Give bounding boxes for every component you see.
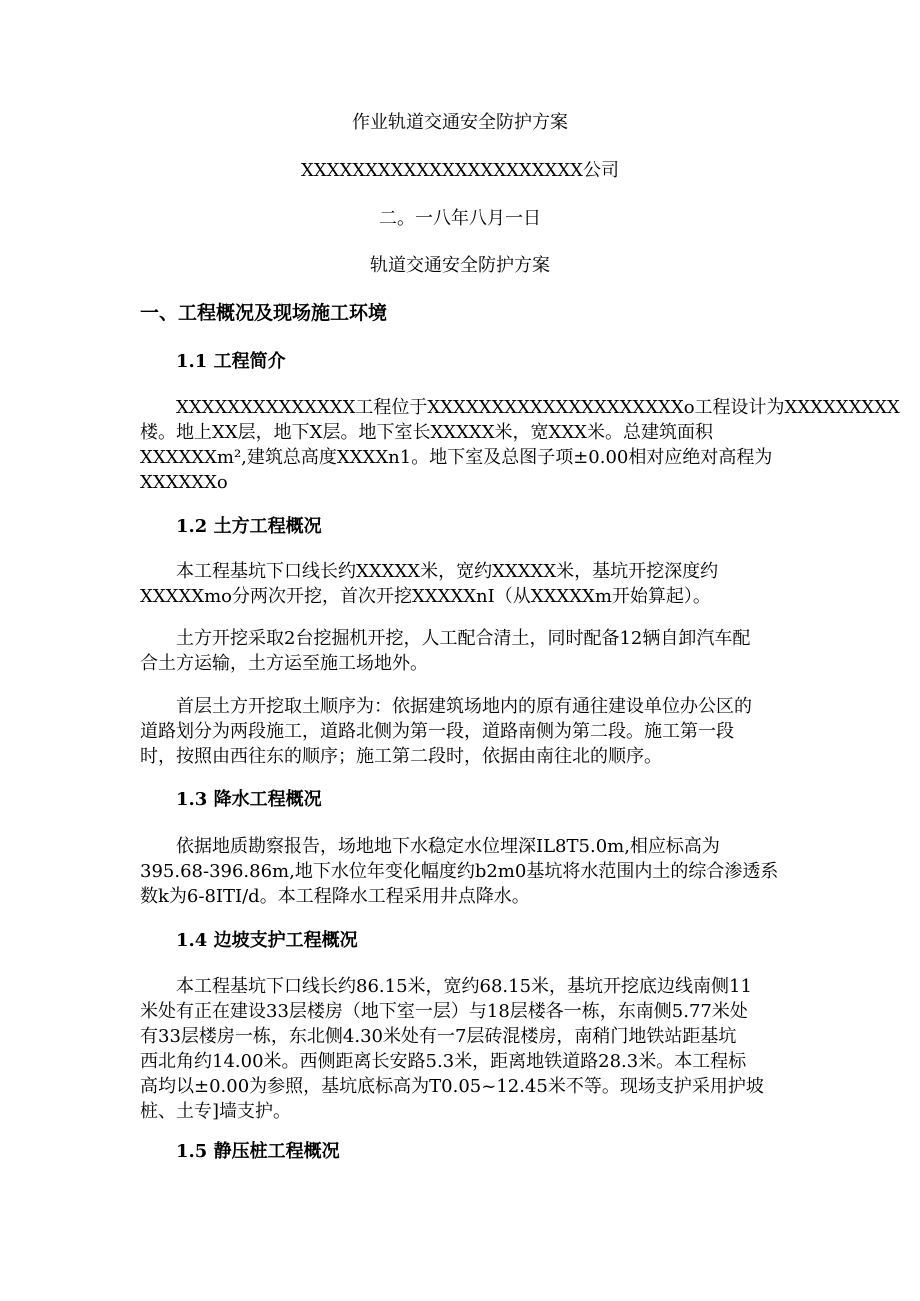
section-heading-1: 一、工程概况及现场施工环境 <box>140 302 388 324</box>
paragraph-line: 西北角约14.00米。西侧距离长安路5.3米，距离地铁道路28.3米。本工程标 <box>140 1051 747 1072</box>
paragraph-line: 有33层楼房一栋，东北侧4.30米处有一7层砖混楼房，南稍门地铁站距基坑 <box>140 1026 737 1047</box>
section-heading-1-5: 1.5 静压桩工程概况 <box>176 1141 340 1162</box>
paragraph-line: 依据地质勘察报告，场地地下水稳定水位埋深IL8T5.0m,相应标高为 <box>176 836 720 857</box>
paragraph-line: XXXXXXm²,建筑总高度XXXXn1。地下室及总图子项±0.00相对应绝对高程为 <box>140 447 773 468</box>
document-date: 二。一八年八月一日 <box>379 208 541 229</box>
paragraph-line: 数k为6-8ITI/d。本工程降水工程采用井点降水。 <box>140 886 530 907</box>
paragraph-line: 桩、土专]墙支护。 <box>140 1101 292 1122</box>
paragraph-1-2-b <box>140 626 792 676</box>
paragraph-1-3 <box>140 834 792 909</box>
paragraph-line: 本工程基坑下口线长约XXXXX米，宽约XXXXX米，基坑开挖深度约 <box>176 561 719 582</box>
paragraph-line: 米处有正在建设33层楼房（地下室一层）与18层楼各一栋，东南侧5.77米处 <box>140 1001 748 1022</box>
paragraph-1-2-a <box>140 559 792 609</box>
document-subtitle: 轨道交通安全防护方案 <box>370 255 550 276</box>
paragraph-1-1 <box>140 395 900 495</box>
paragraph-line: 土方开挖采取2台挖掘机开挖，人工配合清土，同时配备12辆自卸汽车配 <box>176 628 751 649</box>
paragraph-line: 首层土方开挖取土顺序为：依据建筑场地内的原有通往建设单位办公区的 <box>176 696 752 717</box>
paragraph-1-2-c <box>140 694 792 769</box>
section-heading-1-1: 1.1 工程简介 <box>176 351 286 372</box>
paragraph-line: XXXXXXXXXXXXXX工程位于XXXXXXXXXXXXXXXXXXXXo工程设计为XXXXXXXXX <box>176 397 900 418</box>
paragraph-line: 时，按照由西往东的顺序；施工第二段时，依据由南往北的顺序。 <box>140 746 662 767</box>
section-heading-1-4: 1.4 边坡支护工程概况 <box>176 930 358 951</box>
section-heading-1-3: 1.3 降水工程概况 <box>176 789 322 810</box>
paragraph-line: 本工程基坑下口线长约86.15米，宽约68.15米，基坑开挖底边线南侧11 <box>176 976 752 997</box>
paragraph-line: XXXXXmo分两次开挖，首次开挖XXXXXnI（从XXXXXm开始算起）。 <box>140 586 711 607</box>
paragraph-line: 楼。地上XX层，地下X层。地下室长XXXXX米，宽XXX米。总建筑面积 <box>140 422 713 443</box>
company-name: XXXXXXXXXXXXXXXXXXXXXX公司 <box>301 160 619 181</box>
paragraph-line: 395.68-396.86m,地下水位年变化幅度约b2m0基坑将水范围内土的综合渗透系 <box>140 861 779 882</box>
paragraph-1-4 <box>140 974 792 1124</box>
section-heading-1-2: 1.2 土方工程概况 <box>176 516 322 537</box>
paragraph-line: XXXXXXo <box>140 472 228 493</box>
paragraph-line: 道路划分为两段施工，道路北侧为第一段，道路南侧为第二段。施工第一段 <box>140 721 734 742</box>
paragraph-line: 高均以±0.00为参照，基坑底标高为T0.05~12.45米不等。现场支护采用护坡 <box>140 1076 764 1097</box>
document-title: 作业轨道交通安全防护方案 <box>352 112 568 133</box>
paragraph-line: 合土方运输，土方运至施工场地外。 <box>140 653 428 674</box>
